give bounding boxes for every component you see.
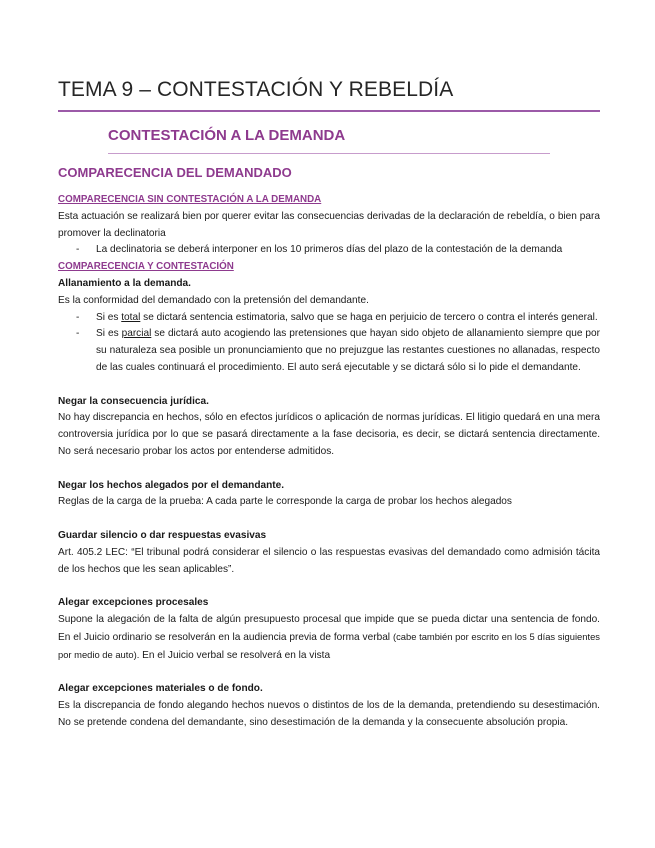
paragraph-negar-consecuencia: No hay discrepancia en hechos, sólo en efectos jurídicos o aplicación de normas jurídicas. El litigio quedará en una mera controversia jurídica por lo que se pasará directamente a la fase decisoria, es decir, se dictará sentencia directamente. No será necesario probar los actos por entenderse admitidos. xyxy=(58,412,600,457)
heading-silencio: Guardar silencio o dar respuestas evasivas xyxy=(58,529,267,541)
document-body xyxy=(58,192,600,732)
heading-excepciones-materiales: Alegar excepciones materiales o de fondo. xyxy=(58,683,263,695)
paragraph-negar-hechos: Reglas de la carga de la prueba: A cada parte le corresponde la carga de probar los hechos alegados xyxy=(58,496,512,508)
paragraph-allanamiento: Es la conformidad del demandado con la pretensión del demandante. xyxy=(58,294,369,306)
subheading-comparecencia-contestacion: COMPARECENCIA Y CONTESTACIÓN xyxy=(58,261,234,273)
section-heading: COMPARECENCIA DEL DEMANDADO xyxy=(58,165,292,180)
paragraph-excepciones-procesales: Supone la alegación de la falta de algún presupuesto procesal que impide que se pueda dictar una sentencia de fondo. En el Juicio ordinario se resolverán en la audiencia previa de forma verbal (cabe también por escrito en los 5 días siguientes por medio de auto). En el Juicio verbal se resolverá en la vista xyxy=(58,613,600,661)
list-allanamiento xyxy=(58,310,600,377)
subtitle-divider xyxy=(108,153,550,154)
list-item: - Si es parcial se dictará auto acogiendo las pretensiones que hayan sido objeto de allanamiento siempre que por su naturaleza sea posible un pronunciamiento que no prejuzgue las restantes cuestiones no allanadas, respecto de las cuales continuará el procedimiento. El auto será ejecutable y se dictará sólo si lo pide el demandante. xyxy=(58,326,600,376)
list-item: - La declinatoria se deberá interponer en los 10 primeros días del plazo de la contestación de la demanda xyxy=(58,242,600,259)
section-subtitle: CONTESTACIÓN A LA DEMANDA xyxy=(108,127,346,144)
heading-allanamiento: Allanamiento a la demanda. xyxy=(58,277,191,289)
paragraph-sin-contestacion: Esta actuación se realizará bien por querer evitar las consecuencias derivadas de la declaración de rebeldía, o bien para promover la declinatoria xyxy=(58,210,600,239)
heading-negar-consecuencia: Negar la consecuencia jurídica. xyxy=(58,395,209,407)
heading-excepciones-procesales: Alegar excepciones procesales xyxy=(58,597,209,609)
subheading-sin-contestacion: COMPARECENCIA SIN CONTESTACIÓN A LA DEMANDA xyxy=(58,194,322,205)
heading-negar-hechos: Negar los hechos alegados por el demandante. xyxy=(58,479,285,491)
title-divider xyxy=(58,110,600,112)
list-sin-contestacion xyxy=(58,242,600,259)
paragraph-excepciones-materiales: Es la discrepancia de fondo alegando hechos nuevos o distintos de los de la demanda, pretendiendo su desestimación. No se pretende condena del demandante, sino desestimación de la demanda y la consecuente absolución propia. xyxy=(58,699,600,728)
paragraph-silencio: Art. 405.2 LEC: “El tribunal podrá considerar el silencio o las respuestas evasivas del demandado como admisión tácita de los hechos que les sean aplicables”. xyxy=(58,546,600,575)
list-item: - Si es total se dictará sentencia estimatoria, salvo que se haga en perjuicio de tercero o contra el interés general. xyxy=(58,310,600,327)
page-title: TEMA 9 – CONTESTACIÓN Y REBELDÍA xyxy=(58,78,454,101)
